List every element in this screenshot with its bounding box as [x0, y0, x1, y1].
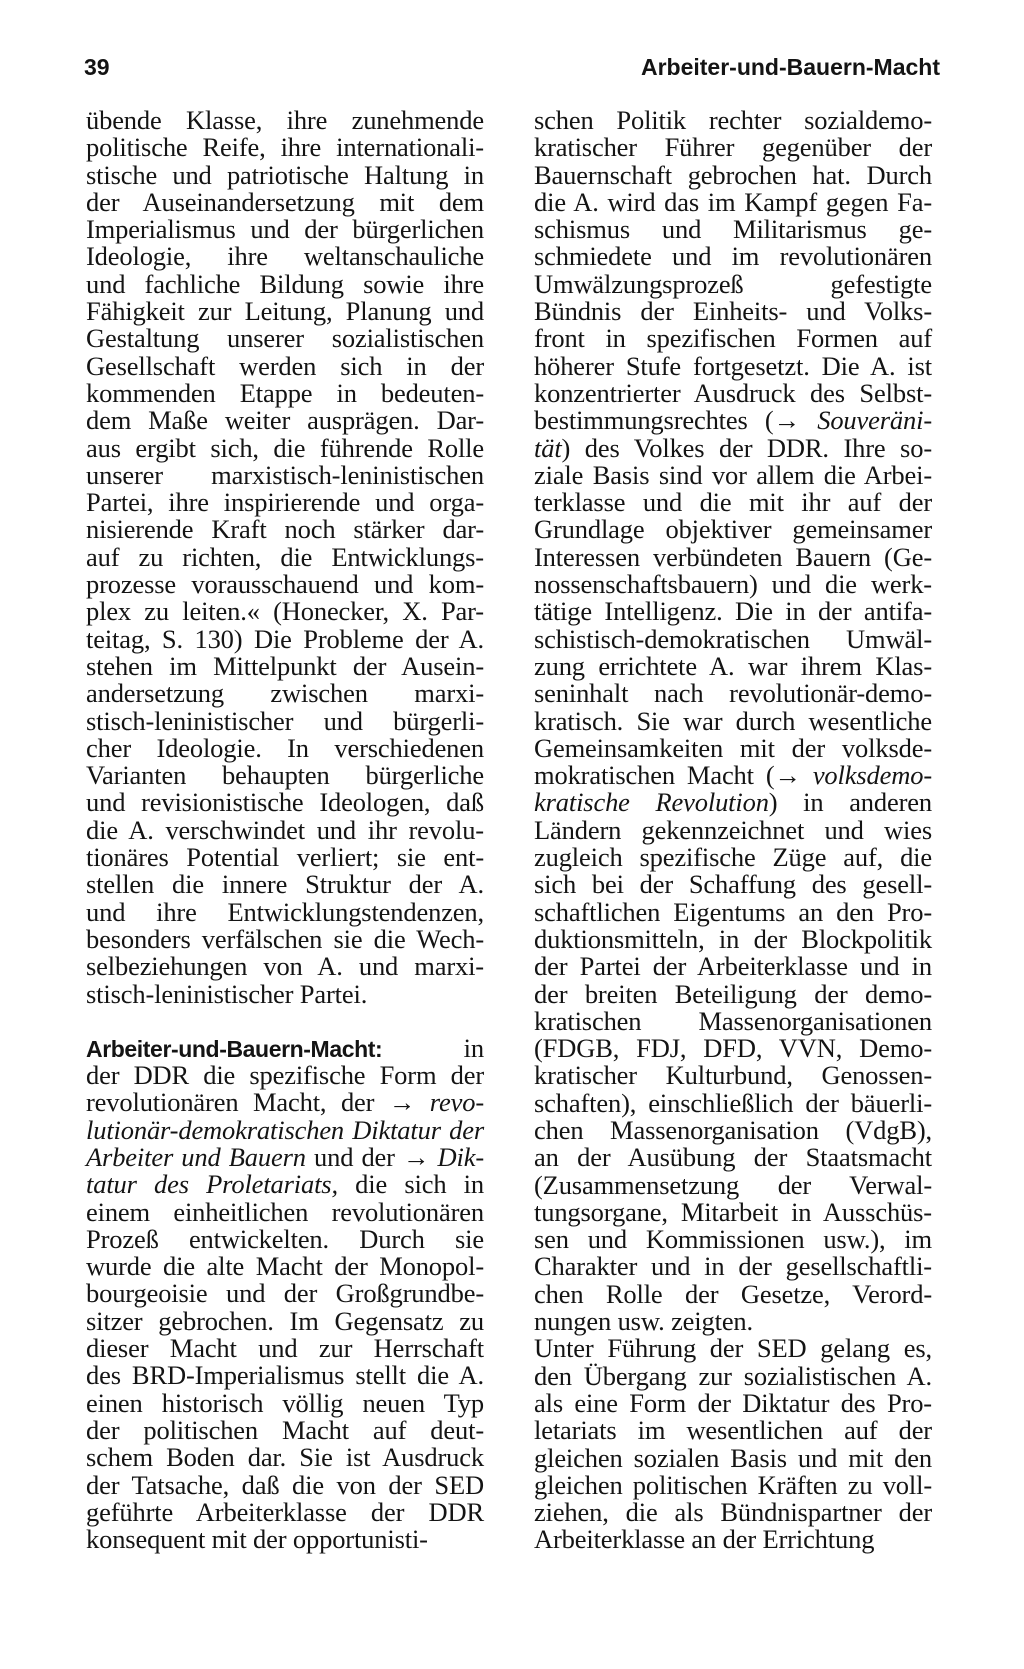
text-run: selbeziehungen von A. und marxi-	[86, 951, 484, 982]
text-line	[86, 598, 484, 625]
text-run: tätige Intelligenz. Die in der antifa-	[534, 596, 932, 627]
text-line	[534, 650, 932, 681]
text-run: ) des Volkes der DDR. Ihre so-	[561, 432, 932, 463]
text-run: ) in anderen	[768, 787, 933, 818]
text-line	[534, 871, 932, 898]
text-line	[86, 298, 484, 325]
left-column	[86, 107, 484, 1553]
text-run: und revisionistische Ideologen, daß	[86, 787, 484, 818]
text-run: Ideologie, ihre weltanschauliche	[86, 241, 484, 272]
text-run: die A. verschwindet und ihr revolu-	[86, 814, 484, 845]
text-run: kratischer Führer gegenüber der	[534, 132, 932, 163]
text-line	[534, 1196, 932, 1227]
text-run: chen Massenorganisation (VdgB),	[534, 1114, 932, 1145]
text-line	[534, 407, 932, 434]
text-run: plex zu leiten.« (Honecker, X. Par-	[86, 596, 484, 627]
text-run: an der Ausübung der Staatsmacht	[534, 1142, 932, 1173]
text-run: terklasse und die mit ihr auf der	[534, 487, 932, 518]
text-line	[534, 516, 932, 543]
text-line	[534, 541, 932, 572]
text-run: prozesse vorausschauend und kom-	[86, 569, 484, 600]
text-run: schaftlichen Eigentums an den Pro-	[534, 896, 932, 927]
text-line	[534, 1253, 932, 1280]
text-run: kratischen Massenorganisationen	[534, 1005, 932, 1036]
text-line	[86, 1335, 484, 1362]
text-run: schistisch-demokratischen Umwäl-	[534, 623, 932, 654]
text-run: (Zusammensetzung der Verwal-	[534, 1169, 932, 1200]
text-line	[534, 896, 932, 927]
text-run: konzentrierter Ausdruck des Selbst-	[534, 377, 932, 408]
cross-reference: tät	[534, 432, 562, 463]
text-line	[534, 732, 932, 763]
text-line	[534, 1144, 932, 1171]
text-run: kratischer Kulturbund, Genossen-	[534, 1060, 932, 1091]
text-run: kommenden Etappe in bedeuten-	[86, 377, 484, 408]
text-line	[86, 623, 484, 654]
text-run: aus ergibt sich, die führende Rolle	[86, 432, 484, 463]
text-run: nossenschaftsbauern) und die werk-	[534, 569, 932, 600]
text-run: schismus und Militarismus ge-	[534, 214, 932, 245]
text-run: politische Reife, ihre internationali-	[86, 132, 484, 163]
text-line	[86, 107, 484, 134]
text-run: seninhalt nach revolutionär-demo-	[534, 678, 932, 709]
text-line	[86, 1496, 484, 1527]
text-line	[86, 953, 484, 980]
text-run: der breiten Beteiligung der demo-	[534, 978, 932, 1009]
text-run: und ihre Entwicklungstendenzen,	[86, 896, 484, 927]
text-line	[86, 489, 484, 516]
text-line	[534, 186, 932, 217]
text-run: Charakter und in der gesellschaftli-	[534, 1251, 932, 1282]
text-run: Prozeß entwickelten. Durch sie	[86, 1223, 484, 1254]
text-line	[86, 1114, 484, 1145]
text-run: nisierende Kraft noch stärker dar-	[86, 514, 484, 545]
text-run: der Partei der Arbeiterklasse und in	[534, 951, 932, 982]
text-run: andersetzung zwischen marxi-	[86, 678, 484, 709]
cross-reference: lutionär-demokratischen Diktatur der	[86, 1114, 484, 1145]
text-run: chen Rolle der Gesetze, Verord-	[534, 1278, 932, 1309]
text-line	[534, 1226, 932, 1253]
text-run: einen historisch völlig neuen Typ	[86, 1387, 484, 1418]
text-line	[86, 1280, 484, 1307]
text-line	[534, 377, 932, 408]
text-line	[534, 350, 932, 381]
text-line	[86, 1414, 484, 1445]
text-run: die sich in	[337, 1169, 484, 1200]
text-run: kratisch. Sie war durch wesentliche	[534, 705, 932, 736]
text-line	[534, 107, 932, 134]
text-line	[86, 1062, 484, 1089]
text-run: der Tatsache, daß die von der SED	[86, 1469, 484, 1500]
text-run: wurde die alte Macht der Monopol-	[86, 1251, 484, 1282]
text-line	[86, 732, 484, 763]
text-line	[534, 623, 932, 654]
text-line	[534, 1469, 932, 1500]
text-run: Gemeinsamkeiten mit der volksde-	[534, 732, 932, 763]
text-line	[534, 1005, 932, 1036]
text-run: Bauernschaft gebrochen hat. Durch	[534, 159, 932, 190]
text-line	[86, 789, 484, 816]
page-number: 39	[84, 54, 110, 80]
text-run: und fachliche Bildung sowie ihre	[86, 268, 484, 299]
text-run: ziehen, die als Bündnispartner der	[534, 1497, 932, 1528]
text-line	[534, 923, 932, 954]
text-run: schaften), einschließlich der bäuerli-	[534, 1087, 932, 1118]
text-line	[534, 762, 932, 789]
text-line	[534, 978, 932, 1009]
running-head: Arbeiter-und-Bauern-Macht	[640, 54, 940, 80]
text-line	[534, 1087, 932, 1118]
text-run: teitag, S. 130) Die Probleme der A.	[86, 623, 484, 654]
text-run: stische und patriotische Haltung in	[86, 159, 484, 190]
text-run: Grundlage objektiver gemeinsamer	[534, 514, 932, 545]
text-line	[86, 1469, 484, 1500]
text-run: mokratischen Macht (	[534, 760, 775, 791]
text-line	[534, 432, 932, 463]
text-run: gleichen politischen Kräften zu voll-	[534, 1469, 932, 1500]
text-run: Ländern gekennzeichnet und wies	[534, 814, 932, 845]
text-line	[86, 1253, 484, 1280]
text-line	[86, 432, 484, 463]
text-line	[534, 789, 932, 816]
text-line	[534, 1387, 932, 1418]
text-line	[86, 186, 484, 217]
text-run: Interessen verbündeten Bauern (Ge-	[534, 541, 932, 572]
text-run: letariats im wesentlichen auf der	[534, 1415, 932, 1446]
text-line	[86, 1141, 484, 1172]
cross-reference: tatur des Proletariats,	[86, 1169, 338, 1200]
cross-reference: kratische Revolution	[534, 787, 769, 818]
text-line	[86, 680, 484, 707]
text-line	[86, 350, 484, 381]
text-line	[86, 516, 484, 543]
text-run: sen und Kommissionen usw.), im	[534, 1224, 932, 1255]
cross-reference: → Dik-	[403, 1141, 484, 1172]
entry-headword: Arbeiter-und-Bauern-Macht:	[86, 1035, 383, 1062]
text-line	[534, 1526, 932, 1553]
text-line	[534, 1335, 932, 1362]
text-run: schem Boden dar. Sie ist Ausdruck	[86, 1442, 484, 1473]
text-line	[86, 1196, 484, 1227]
text-run: geführte Arbeiterklasse der DDR	[86, 1496, 484, 1527]
text-line	[86, 216, 484, 243]
text-line	[86, 377, 484, 408]
text-run: sitzer gebrochen. Im Gegensatz zu	[86, 1305, 484, 1336]
text-line	[86, 407, 484, 434]
text-run: (FDGB, FDJ, DFD, VVN, Demo-	[534, 1033, 932, 1064]
text-line	[86, 705, 484, 736]
text-line	[86, 923, 484, 954]
text-line	[86, 1444, 484, 1471]
text-run: Gesellschaft werden sich in der	[86, 350, 484, 381]
page-header	[84, 48, 940, 88]
text-line	[534, 1114, 932, 1145]
right-column	[534, 107, 932, 1554]
text-run: auf zu richten, die Entwicklungs-	[86, 541, 484, 572]
text-run: Varianten behaupten bürgerliche	[86, 760, 484, 791]
text-run: Umwälzungsprozeß gefestigte	[534, 268, 932, 299]
text-line	[86, 1387, 484, 1418]
text-line	[534, 1417, 932, 1444]
text-line	[86, 1089, 484, 1116]
text-run: einem einheitlichen revolutionären	[86, 1196, 484, 1227]
text-run: schen Politik rechter sozialdemo-	[534, 105, 932, 135]
text-line	[534, 325, 932, 352]
text-run: der Auseinandersetzung mit dem	[86, 186, 484, 217]
text-line	[534, 1360, 932, 1391]
text-run: der politischen Macht auf deut-	[86, 1414, 484, 1445]
text-run: Arbeiterklasse an der Errichtung	[534, 1524, 875, 1555]
text-line	[86, 268, 484, 299]
text-run: bestimmungsrechtes (	[534, 405, 774, 436]
text-line	[534, 159, 932, 190]
text-line	[534, 680, 932, 707]
text-line	[534, 844, 932, 871]
text-run: Bündnis der Einheits- und Volks-	[534, 296, 932, 327]
text-line	[534, 268, 932, 299]
text-line	[86, 650, 484, 681]
cross-reference: → Souveräni-	[773, 405, 932, 436]
text-run: Fähigkeit zur Leitung, Planung und	[86, 296, 484, 327]
text-run: front in spezifischen Formen auf	[534, 323, 932, 354]
text-line	[86, 762, 484, 789]
text-run: schmiedete und im revolutionären	[534, 241, 932, 272]
text-run: konsequent mit der opportunisti-	[86, 1524, 428, 1555]
text-line	[534, 814, 932, 845]
text-line	[534, 1278, 932, 1309]
cross-reference: Arbeiter und Bauern	[86, 1141, 306, 1172]
text-run: als eine Form der Diktatur des Pro-	[534, 1387, 932, 1418]
text-line	[86, 1223, 484, 1254]
text-run: der DDR die spezifische Form der	[86, 1060, 484, 1091]
text-run: stisch-leninistischer und bürgerli-	[86, 705, 484, 736]
text-line	[534, 298, 932, 325]
text-run: Imperialismus und der bürgerlichen	[86, 214, 484, 245]
text-line	[86, 1032, 484, 1063]
text-run: nungen usw. zeigten.	[534, 1306, 754, 1337]
text-line	[86, 243, 484, 270]
text-run: den Übergang zur sozialistischen A.	[534, 1360, 932, 1391]
text-run: Partei, ihre inspirierende und orga-	[86, 487, 484, 518]
text-line	[86, 978, 484, 1009]
text-line	[534, 459, 932, 490]
text-line	[534, 243, 932, 270]
text-run: bourgeoisie und der Großgrundbe-	[86, 1278, 484, 1309]
text-run: gleichen sozialen Basis und mit den	[534, 1442, 932, 1473]
text-run: revolutionären Macht, der	[86, 1087, 389, 1118]
text-line	[86, 896, 484, 927]
text-line	[86, 1305, 484, 1336]
text-run: cher Ideologie. In verschiedenen	[86, 732, 484, 763]
text-run: ziale Basis sind vor allem die Arbei-	[534, 459, 932, 490]
text-line	[534, 705, 932, 736]
text-line	[86, 1171, 484, 1198]
text-line	[534, 1442, 932, 1473]
text-run: Unter Führung der SED gelang es,	[534, 1333, 932, 1364]
text-line	[86, 134, 484, 161]
text-line	[534, 1308, 932, 1335]
text-line	[534, 1169, 932, 1200]
text-line	[86, 871, 484, 898]
text-run: dieser Macht und zur Herrschaft	[86, 1333, 484, 1364]
text-line	[86, 814, 484, 845]
text-run: tionäres Potential verliert; sie ent-	[86, 842, 484, 873]
text-run: höherer Stufe fortgesetzt. Die A. ist	[534, 350, 932, 381]
text-run: sich bei der Schaffung des gesell-	[534, 869, 932, 900]
text-line	[86, 459, 484, 490]
text-run: des BRD-Imperialismus stellt die A.	[86, 1360, 484, 1391]
text-line	[534, 216, 932, 243]
text-line	[534, 1035, 932, 1062]
text-line	[534, 134, 932, 161]
text-run: zugleich spezifische Züge auf, die	[534, 842, 932, 873]
text-run: besonders verfälschen sie die Wech-	[86, 923, 484, 954]
paragraph-gap	[86, 1008, 484, 1035]
text-line	[86, 571, 484, 598]
text-line	[86, 1362, 484, 1389]
text-line	[534, 598, 932, 625]
text-run: duktionsmitteln, in der Blockpolitik	[534, 923, 932, 954]
text-line	[534, 489, 932, 516]
cross-reference: → revo-	[388, 1087, 484, 1118]
cross-reference: → volksdemo-	[774, 760, 932, 791]
text-line	[534, 1062, 932, 1089]
text-run: dem Maße weiter ausprägen. Dar-	[86, 405, 484, 436]
text-run: Gestaltung unserer sozialistischen	[86, 323, 484, 354]
text-run: stisch-leninistischer Partei.	[86, 978, 368, 1009]
text-line	[86, 325, 484, 352]
text-line	[534, 571, 932, 598]
text-run: zung errichtete A. war ihrem Klas-	[534, 650, 932, 681]
text-run: stehen im Mittelpunkt der Ausein-	[86, 650, 484, 681]
text-run: tungsorgane, Mitarbeit in Ausschüs-	[534, 1196, 932, 1227]
text-run: stellen die innere Struktur der A.	[86, 869, 484, 900]
text-line	[86, 541, 484, 572]
text-line	[86, 1526, 484, 1553]
text-run: und der	[305, 1141, 403, 1172]
text-run: die A. wird das im Kampf gegen Fa-	[534, 186, 932, 217]
text-line	[86, 844, 484, 871]
text-line	[534, 1499, 932, 1526]
text-run: übende Klasse, ihre zunehmende	[86, 105, 484, 135]
text-line	[86, 159, 484, 190]
text-line	[534, 953, 932, 980]
text-run: unserer marxistisch-leninistischen	[86, 459, 484, 490]
text-run: in	[382, 1032, 484, 1063]
